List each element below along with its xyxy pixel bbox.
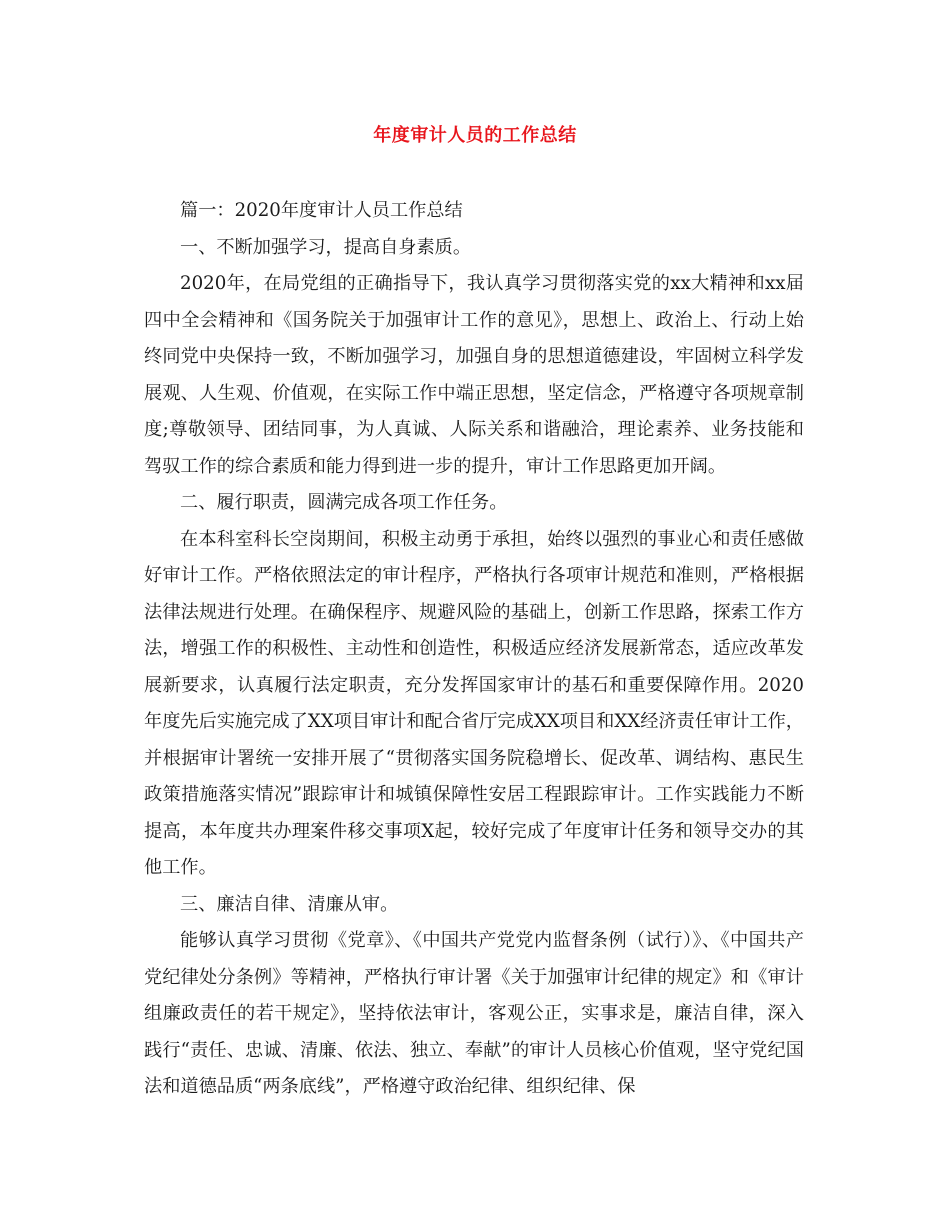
- heading-duties: 二、履行职责，圆满完成各项工作任务。: [180, 492, 508, 513]
- heading-learning: 一、不断加强学习，提高自身素质。: [180, 236, 472, 258]
- section-heading-part-one: 篇一：2020年度审计人员工作总结: [180, 200, 463, 221]
- paragraph-learning: 2020年，在局党组的正确指导下，我认真学习贯彻落实党的xx大精神和xx届四中全会精神和《国务院关于加强审计工作的意见》，思想上、政治上、行动上始终同党中央保持一致，不断加强学习，加强自身的思想道德建设，牢固树立科学发展观、人生观、价值观，在实际工作中端正思想，坚定信念，严格遵守各项规章制度;尊敬领导、团结同事，为人真诚、人际关系和谐融洽，理论素养、业务技能和驾驭工作的综合素质和能力得到进一步的提升，审计工作思路更加开阔。: [144, 273, 804, 477]
- paragraph-duties: 在本科室科长空岗期间，积极主动勇于承担，始终以强烈的事业心和责任感做好审计工作。严格依照法定的审计程序，严格执行各项审计规范和准则，严格根据法律法规进行处理。在确保程序、规避风险的基础上，创新工作思路，探索工作方法，增强工作的积极性、主动性和创造性，积极适应经济发展新常态，适应改革发展新要求，认真履行法定职责，充分发挥国家审计的基石和重要保障作用。2020年度先后实施完成了XX项目审计和配合省厅完成XX项目和XX经济责任审计工作，并根据审计署统一安排开展了“贯彻落实国务院稳增长、促改革、调结构、惠民生政策措施落实情况”跟踪审计和城镇保障性安居工程跟踪审计。工作实践能力不断提高，本年度共办理案件移交事项X起，较好完成了年度审计任务和领导交办的其他工作。: [144, 528, 804, 878]
- document-title: 年度审计人员的工作总结: [373, 125, 577, 146]
- paragraph-integrity: 能够认真学习贯彻《党章》、《中国共产党党内监督条例（试行）》、《中国共产党纪律处分条例》等精神，严格执行审计署《关于加强审计纪律的规定》和《审计组廉政责任的若干规定》，坚持依法审计，客观公正，实事求是，廉洁自律，深入践行“责任、忠诚、清廉、依法、独立、奉献”的审计人员核心价值观，坚守党纪国法和道德品质“两条底线”，严格遵守政治纪律、组织纪律、保: [144, 930, 804, 1097]
- heading-integrity: 三、廉洁自律、清廉从审。: [180, 893, 399, 915]
- document-body: [144, 193, 804, 1106]
